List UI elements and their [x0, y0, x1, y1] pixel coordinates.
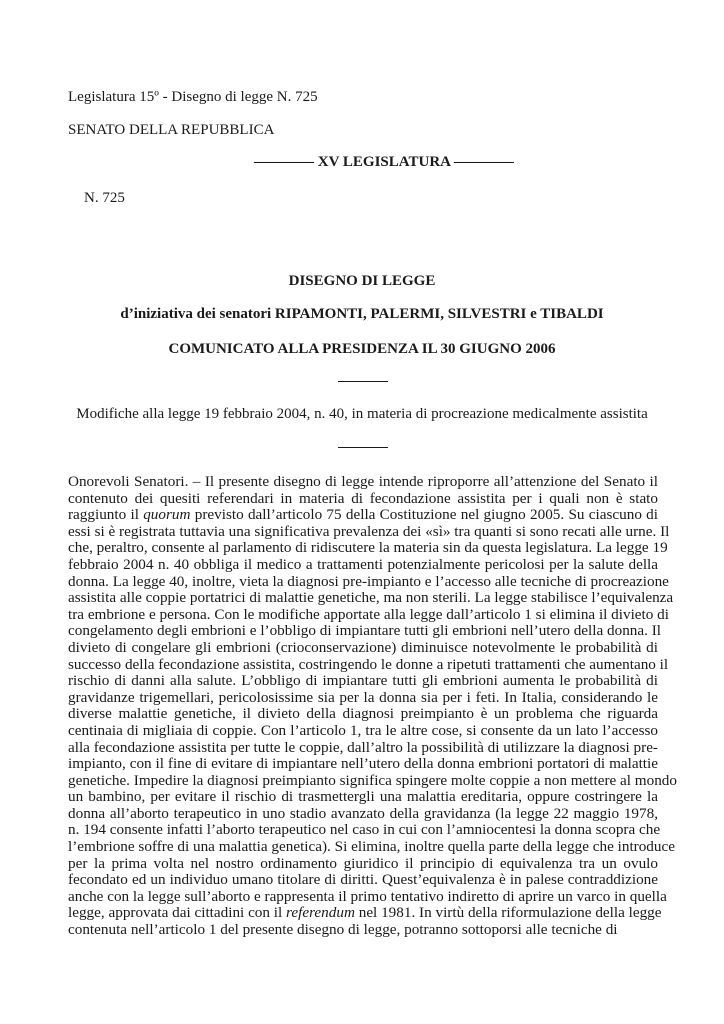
body-line [68, 507, 658, 524]
body-paragraph [68, 473, 677, 939]
body-text-run: nel 1981. In virtù della riformulazione della legge [354, 904, 662, 922]
body-text-run: rischio di danni alla salute. L’obbligo di impiantare tutti gli embrioni aumenta le probabilità di [68, 672, 658, 690]
body-line [68, 589, 674, 607]
body-line [68, 474, 658, 491]
body-text-run: donna. La legge 40, inoltre, vieta la diagnosi pre-impianto e l’accesso alle tecniche di procreazione [68, 572, 669, 590]
body-line [68, 904, 662, 922]
body-line [68, 491, 658, 508]
body-line [68, 655, 669, 674]
body-line [68, 572, 669, 591]
body-text-run: anche con la legge sull’aborto e rappresenta il primo tentativo indiretto di aprire un varco in quella [68, 887, 667, 905]
bill-title: DISEGNO DI LEGGE [288, 273, 436, 289]
body-line [68, 887, 667, 906]
italic-term: referendum [286, 904, 355, 922]
body-text-run: Onorevoli Senatori. – Il presente disegno di legge intende riproporre all’attenzione del Senato il [68, 473, 658, 490]
body-text-run: genetiche. Impedire la diagnosi preimpianto significa spingere molte coppie a non mettere al mondo [68, 771, 677, 789]
body-text-run: divieto di congelare gli embrioni (crioconservazione) diminuisce notevolmente le probabilità di [68, 638, 658, 656]
body-line [68, 557, 658, 574]
body-text-run: per la prima volta nel nostro ordinamento giuridico il principio di equivalenza tra un ovulo [68, 854, 658, 872]
body-text-run: previsto dall’articolo 75 della Costituzione nel giugno 2005. Su ciascuno di [190, 506, 658, 524]
xv-legislatura-heading: ———— XV LEGISLATURA ———— [254, 154, 514, 170]
body-text-run: febbraio 2004 n. 40 obbliga il medico a trattamenti potenzialmente pericolosi per la salute della [68, 555, 658, 573]
body-text-run: impianto, con il fine di evitare di impiantare nell’utero della donna embrioni portatori di malattie [68, 755, 658, 773]
body-line [68, 838, 675, 856]
body-line [68, 740, 658, 757]
body-line [68, 856, 658, 873]
body-text-run: diverse malattie genetiche, il divieto della diagnosi preimpianto è un problema che riguarda [68, 705, 658, 723]
body-text-run: essi si è registrata tuttavia una significativa prevalenza dei «sì» tra quanti si sono recati alle urne. Il [68, 522, 670, 540]
body-text-run: alla fecondazione assistita per tutte le coppie, dall’altro la possibilità di utilizzare la diagnosi pre- [68, 738, 658, 756]
body-line [68, 622, 662, 640]
divider-rule-bottom [338, 447, 388, 448]
body-text-run: n. 194 consente infatti l’aborto terapeutico nel caso in cui con l’amniocentesi la donna scopra che [68, 821, 661, 839]
body-line [68, 789, 658, 806]
body-text-run: che, peraltro, consente al parlamento di ridiscutere la materia sin da questa legislatura. La legge 19 [68, 539, 668, 557]
body-text-run: contenuta nell’articolo 1 del presente disegno di legge, potranno sottoporsi alle tecniche di [68, 921, 618, 939]
bill-subject: Modifiche alla legge 19 febbraio 2004, n. 40, in materia di procreazione medicalmente assistita [76, 406, 648, 422]
body-text-run: gravidanze trigemellari, pericolosissime sia per la donna sia per i feti. In Italia, considerando le [68, 688, 658, 706]
divider-rule-top [338, 381, 388, 382]
senato-heading: SENATO DELLA REPUBBLICA [68, 122, 275, 138]
body-text-run: tra embrione e persona. Con le modifiche apportate alla legge dall’articolo 1 si elimina il divieto di [68, 605, 669, 623]
initiative-line: d’iniziativa dei senatori RIPAMONTI, PALERMI, SILVESTRI e TIBALDI [120, 306, 604, 322]
body-text-run: congelamento degli embrioni e l’obbligo di impiantare tutti gli embrioni nell’utero della donna. Il [68, 622, 662, 640]
body-line [68, 690, 658, 707]
body-text-run: contenuto dei quesiti referendari in materia di fecondazione assistita per i quali non è stato [68, 489, 658, 507]
communicated-line: COMUNICATO ALLA PRESIDENZA IL 30 GIUGNO 2006 [168, 341, 556, 357]
body-text-run: raggiunto il [68, 506, 144, 524]
body-line [68, 922, 658, 939]
body-line [68, 706, 658, 723]
legislatura-line: Legislatura 15º - Disegno di legge N. 725 [68, 89, 318, 105]
italic-term: quorum [143, 506, 191, 524]
body-text-run: fecondato ed un individuo umano titolare di diritti. Quest’equivalenza è in palese contraddizione [68, 871, 658, 889]
body-line [68, 806, 658, 823]
body-line [68, 673, 658, 690]
body-text-run: un bambino, per evitare il rischio di trasmettergli una malattia ereditaria, oppure costringere la [68, 788, 658, 806]
body-text-run: l’embrione soffre di una malattia genetica). Si elimina, inoltre quella parte della legge che introduce [68, 838, 675, 856]
document-number: N. 725 [84, 190, 125, 206]
body-line [68, 756, 658, 773]
body-line [68, 872, 658, 889]
body-text-run: legge, approvata dai cittadini con il [68, 904, 287, 922]
body-line [68, 640, 658, 657]
body-text-run: assistita alle coppie portatrici di malattie genetiche, ma non sterili. La legge stabilisce l’equivalenza [68, 589, 674, 607]
body-text-run: successo della fecondazione assistita, costringendo le donne a ripetuti trattamenti che aumentano il [68, 655, 669, 673]
body-line [68, 605, 669, 624]
body-line [68, 723, 658, 740]
body-text-run: centinaia di migliaia di coppie. Con l’articolo 1, tra le altre cose, si consente da un lato l’accesso [68, 721, 658, 739]
body-line [68, 539, 668, 557]
body-line [68, 821, 661, 839]
body-line [68, 771, 677, 790]
body-text-run: donna all’aborto terapeutico in uno stadio avanzato della gravidanza (la legge 22 maggio 1978, [68, 804, 658, 822]
body-line [68, 522, 670, 541]
